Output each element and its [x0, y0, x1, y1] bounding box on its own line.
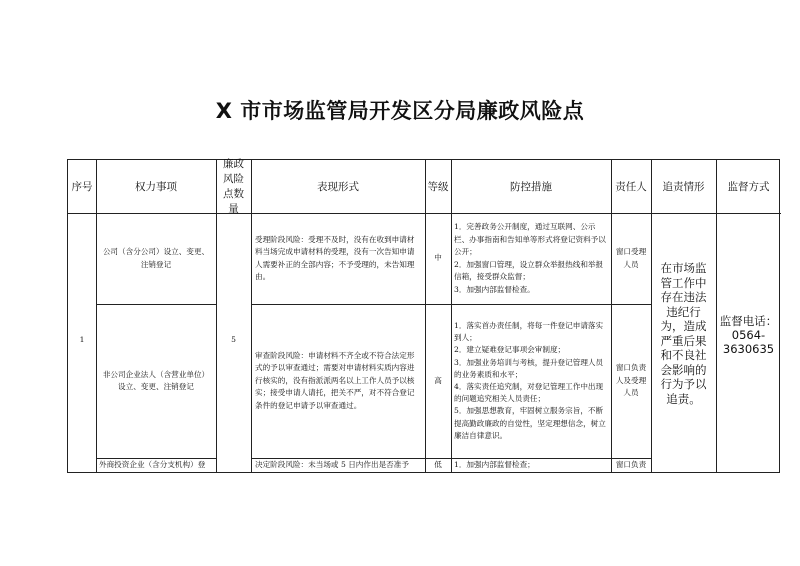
header-power: 权力事项: [135, 180, 177, 193]
header-level: 等级: [427, 180, 449, 193]
header-responsible: 责任人: [615, 180, 647, 193]
row-measures: 1．完善政务公开制度，通过互联网、公示栏、办事指南和告知单等形式将登记资料予以公开； 2．加强窗口管理，设立群众举报热线和举报信箱，接受群众监督； 3．加强内部监督检查。: [454, 222, 606, 294]
row-power: 非公司企业法人（含营业单位）设立、变更、注销登记: [102, 369, 210, 391]
row-level: 中: [434, 253, 442, 263]
row-level: 高: [434, 375, 442, 385]
row-responsible: 窗口受理人员: [615, 247, 647, 269]
header-seq: 序号: [71, 180, 93, 193]
row-manifestation: 审查阶段风险：申请材料不齐全或不符合法定形式的予以审查通过；需要对申请材料实质内容进行核实的，没有指派派两名以上工作人员予以核实；接受申请人请托，把关不严，对不符合登记条件的登记申请予以审查通过。: [255, 350, 415, 410]
header-manifestation: 表现形式: [317, 180, 359, 193]
seq-cell: 1: [79, 335, 85, 345]
risk-table: [67, 159, 780, 473]
row-measures: 1．加强内部监督检查；: [454, 460, 535, 470]
header-measures: 防控措施: [510, 180, 552, 193]
page-title: X 市市场监管局开发区分局廉政风险点: [215, 99, 585, 123]
accountability-cell: 在市场监管工作中存在违法违纪行为，造成严重后果和不良社会影响的行为予以追责。: [660, 261, 707, 406]
row-responsible: 窗口负责: [615, 460, 647, 470]
row-power: 公司（含分公司）设立、变更、注销登记: [102, 247, 210, 269]
row-power: 外商投资企业（含分支机构）登: [99, 460, 206, 470]
header-supervision: 监督方式: [727, 180, 770, 193]
row-level: 低: [434, 460, 442, 470]
row-responsible: 窗口负责人及受理人员: [615, 363, 647, 398]
row-manifestation: 受理阶段风险：受理不及时，没有在收到申请材料当场完成申请材料的受理，没有一次告知申请人需要补正的全部内容；不予受理的，未告知理由。: [255, 234, 415, 281]
risk-count-cell: 5: [231, 335, 236, 345]
header-risk-count: 廉政风险点数量: [223, 157, 244, 215]
supervision-cell: 监督电话：0564-3630635: [719, 313, 778, 356]
row-manifestation: 决定阶段风险：未当场或 5 日内作出是否准予: [255, 460, 409, 470]
row-measures: 1．落实首办责任制，将每一件登记申请落实到人； 2．建立疑难登记事项会审制度； 3．加强业务培训与考核，提升登记管理人员的业务素质和水平； 4．落实责任追究制，对登记管理工作中出现的问题追究相关人员责任； 5．加强思想教育，牢固树立服务宗旨，不断提高勤政廉政的自觉性，坚定理想信念，树立廉洁自律意识。: [454, 320, 606, 440]
header-accountability: 追责情形: [662, 180, 705, 193]
